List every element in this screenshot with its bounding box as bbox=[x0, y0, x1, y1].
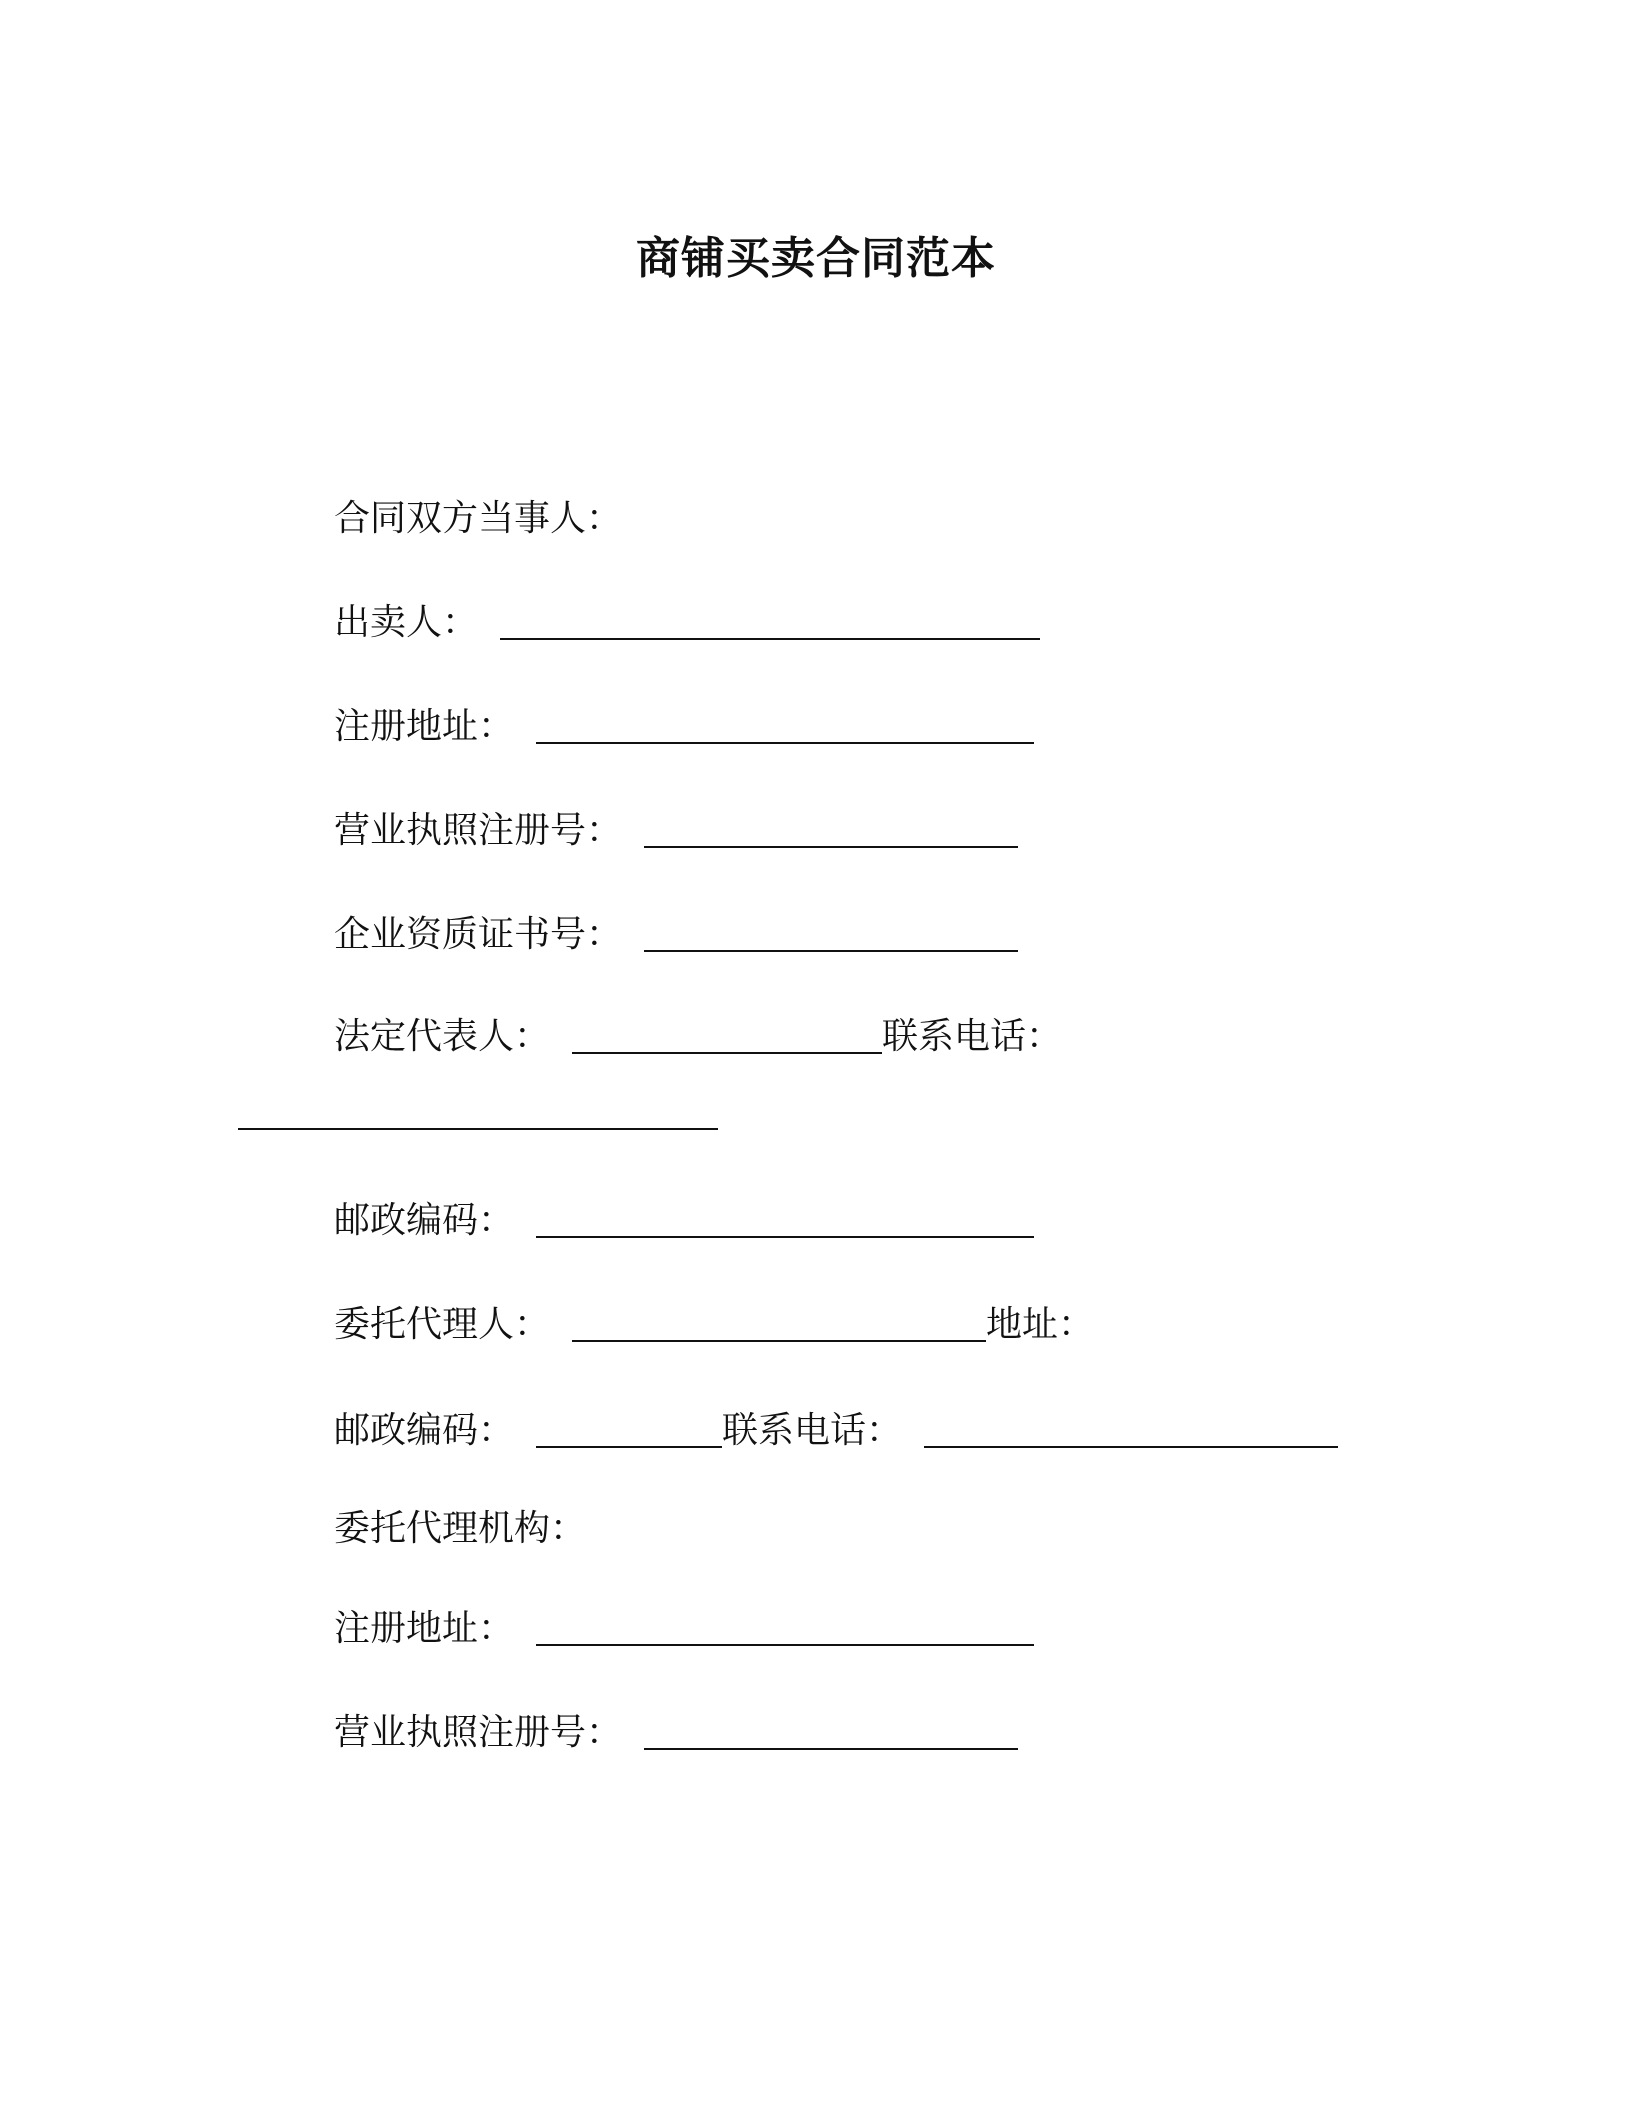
reg-address-2-line bbox=[334, 1604, 1034, 1654]
postal-code-2-label: 邮政编码： bbox=[334, 1410, 515, 1451]
agency-label: 委托代理机构： bbox=[334, 1508, 587, 1549]
agency-line bbox=[334, 1504, 586, 1554]
legal-rep-label: 法定代表人： bbox=[334, 1016, 551, 1057]
business-license-2-line bbox=[334, 1708, 1018, 1758]
postal-code-2-line bbox=[334, 1406, 1338, 1456]
reg-address-2-label: 注册地址： bbox=[334, 1608, 515, 1649]
qualification-cert-label: 企业资质证书号： bbox=[334, 914, 623, 955]
agent-blank[interactable] bbox=[572, 1310, 986, 1342]
agent-address-label: 地址： bbox=[986, 1304, 1095, 1345]
legal-rep-blank[interactable] bbox=[572, 1022, 882, 1054]
postal-code-2-blank[interactable] bbox=[536, 1416, 722, 1448]
qualification-cert-line bbox=[334, 910, 1018, 960]
business-license-1-blank[interactable] bbox=[644, 816, 1018, 848]
reg-address-1-label: 注册地址： bbox=[334, 706, 515, 747]
seller-label: 出卖人： bbox=[334, 602, 479, 643]
legal-rep-line bbox=[334, 1012, 1062, 1062]
seller-line bbox=[334, 598, 1040, 648]
agent-label: 委托代理人： bbox=[334, 1304, 551, 1345]
business-license-2-label: 营业执照注册号： bbox=[334, 1712, 623, 1753]
business-license-2-blank[interactable] bbox=[644, 1718, 1018, 1750]
agent-phone-blank[interactable] bbox=[924, 1416, 1338, 1448]
parties-label: 合同双方当事人： bbox=[334, 498, 623, 539]
legal-rep-phone-blank[interactable] bbox=[238, 1098, 718, 1130]
qualification-cert-blank[interactable] bbox=[644, 920, 1018, 952]
business-license-1-line bbox=[334, 806, 1018, 856]
parties-line bbox=[334, 494, 622, 544]
legal-rep-phone-line bbox=[238, 1098, 718, 1138]
reg-address-1-line bbox=[334, 702, 1034, 752]
business-license-1-label: 营业执照注册号： bbox=[334, 810, 623, 851]
agent-line bbox=[334, 1300, 1094, 1350]
reg-address-1-blank[interactable] bbox=[536, 712, 1034, 744]
legal-rep-phone-label: 联系电话： bbox=[882, 1016, 1063, 1057]
postal-code-1-line bbox=[334, 1196, 1034, 1246]
postal-code-1-blank[interactable] bbox=[536, 1206, 1034, 1238]
postal-code-1-label: 邮政编码： bbox=[334, 1200, 515, 1241]
reg-address-2-blank[interactable] bbox=[536, 1614, 1034, 1646]
agent-phone-label: 联系电话： bbox=[722, 1410, 903, 1451]
seller-blank[interactable] bbox=[500, 608, 1040, 640]
document-title: 商铺买卖合同范本 bbox=[636, 233, 996, 284]
